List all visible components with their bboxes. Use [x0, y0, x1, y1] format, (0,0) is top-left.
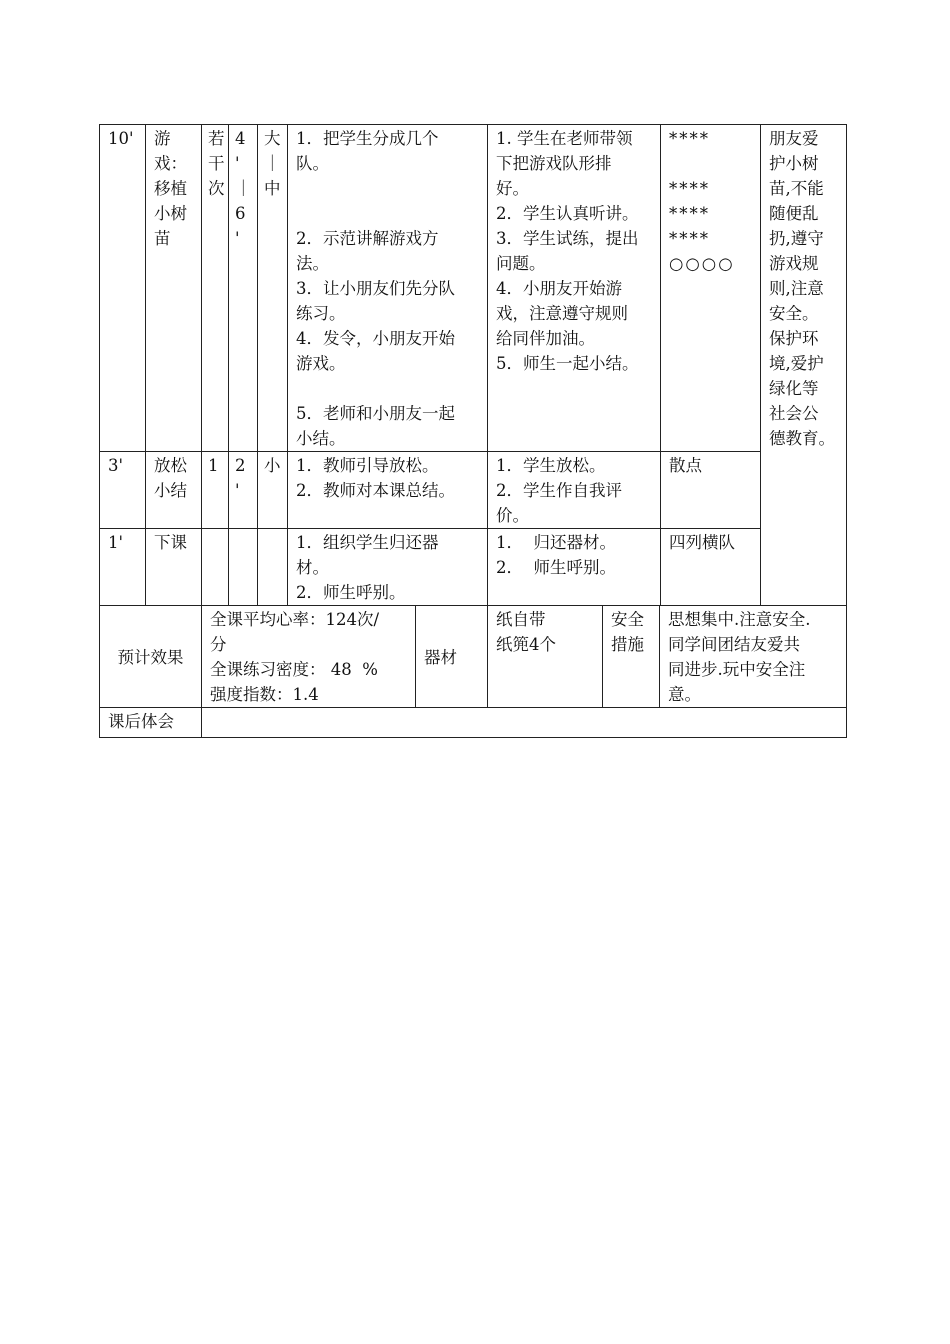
relax-student-activity: 1．学生放松。 2．学生作自我评 价。 — [488, 452, 661, 529]
relax-name: 放松 小结 — [146, 452, 202, 529]
game-teacher-activity: 1．把学生分成几个 队。 2．示范讲解游戏方 法。 3．让小朋友们先分队 练习。 4．发令，小朋友开始 游戏。 5．老师和小朋友一起 小结。 — [288, 125, 488, 452]
dismiss-student-activity: 1． 归还器材。 2． 师生呼别。 — [488, 529, 661, 606]
dismiss-time: 1' — [100, 529, 146, 606]
table-row-reflection — [100, 708, 847, 738]
dismiss-intensity — [258, 529, 288, 606]
table-row-dismiss — [100, 529, 847, 606]
equipment-label: 器材 — [416, 606, 488, 708]
game-notes: 朋友爱 护小树 苗,不能 随便乱 扔,遵守 游戏规 则,注意 安全。 保护环 境,爱护 绿化等 社会公 德教育。 — [761, 125, 847, 606]
reflection-content[interactable] — [202, 708, 847, 738]
safety-label: 安全 措施 — [603, 606, 660, 708]
table-row-game — [100, 125, 847, 452]
game-duration: 4 ' ｜ 6 ' — [229, 125, 258, 452]
relax-duration: 2 ' — [229, 452, 258, 529]
reflection-label: 课后体会 — [100, 708, 202, 738]
game-times: 若 干 次 — [202, 125, 229, 452]
relax-formation: 散点 — [661, 452, 761, 529]
dismiss-name: 下课 — [146, 529, 202, 606]
game-student-activity: 1. 学生在老师带领 下把游戏队形排 好。 2．学生认真听讲。 3．学生试练，提出 问题。 4．小朋友开始游 戏，注意遵守规则 给同伴加油。 5．师生一起小结。 — [488, 125, 661, 452]
effect-label: 预计效果 — [100, 606, 202, 708]
lesson-plan-page — [99, 124, 846, 738]
game-time: 10' — [100, 125, 146, 452]
relax-times: 1 — [202, 452, 229, 529]
table-row-relax — [100, 452, 847, 529]
lesson-plan-table — [99, 124, 847, 606]
dismiss-formation: 四列横队 — [661, 529, 761, 606]
game-formation: **** **** **** **** ○○○○ — [661, 125, 761, 452]
safety-details: 思想集中.注意安全. 同学间团结友爱共 同进步.玩中安全注 意。 — [660, 606, 847, 708]
relax-intensity: 小 — [258, 452, 288, 529]
effect-details: 全课平均心率：124次/ 分 全课练习密度： 48 % 强度指数：1.4 — [202, 606, 416, 708]
table-row-effect — [100, 606, 847, 708]
relax-time: 3' — [100, 452, 146, 529]
equipment-details: 纸自带 纸篼4个 — [488, 606, 603, 708]
summary-table — [99, 605, 847, 738]
dismiss-times — [202, 529, 229, 606]
dismiss-duration — [229, 529, 258, 606]
relax-teacher-activity: 1．教师引导放松。 2．教师对本课总结。 — [288, 452, 488, 529]
dismiss-teacher-activity: 1．组织学生归还器 材。 2．师生呼别。 — [288, 529, 488, 606]
game-name: 游 戏： 移植 小树 苗 — [146, 125, 202, 452]
game-intensity: 大 ｜ 中 — [258, 125, 288, 452]
